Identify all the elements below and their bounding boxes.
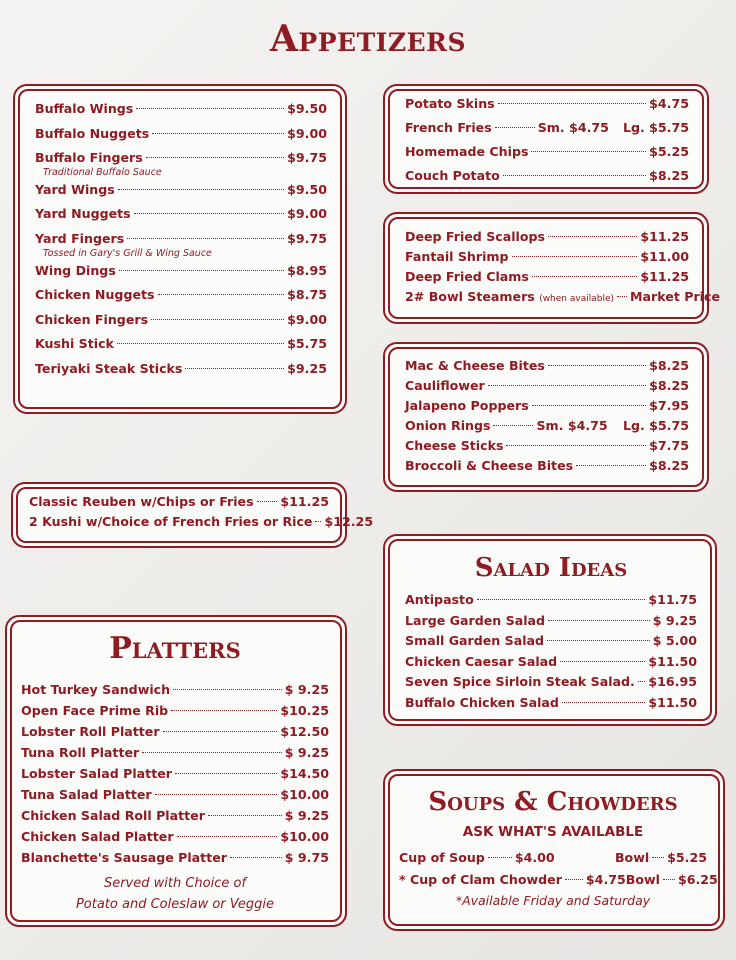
dot-leader — [127, 238, 284, 239]
dot-leader — [230, 857, 282, 858]
item-note: Traditional Buffalo Sauce — [43, 166, 162, 178]
dot-leader — [532, 405, 646, 406]
dot-leader — [134, 213, 284, 214]
item-price: $10.25 — [280, 703, 329, 718]
item-name: Seven Spice Sirloin Steak Salad. — [405, 674, 635, 690]
menu-item — [405, 590, 697, 611]
dot-leader — [119, 270, 284, 271]
dot-leader — [177, 836, 278, 837]
item-name: Chicken Salad Roll Platter — [21, 808, 205, 823]
dot-leader — [175, 773, 277, 774]
dot-leader — [477, 599, 646, 600]
dot-leader — [547, 640, 650, 641]
menu-item: Deep Fried Scallops $11.25 — [405, 229, 689, 244]
item-name: Wing Dings — [35, 262, 116, 278]
dot-leader — [565, 879, 583, 880]
dot-leader — [663, 879, 675, 880]
item-price: $ 9.25 — [284, 682, 329, 697]
menu-item: Mac & Cheese Bites $8.25 — [405, 358, 689, 373]
menu-item: Deep Fried Clams $11.25 — [405, 269, 689, 284]
dot-leader — [152, 133, 284, 134]
item-price: $ 9.25 — [284, 745, 329, 760]
dot-leader — [652, 857, 664, 858]
menu-item — [35, 97, 327, 122]
dot-leader — [548, 236, 637, 237]
menu-item: Broccoli & Cheese Bites $8.25 — [405, 458, 689, 473]
menu-item: Potato Skins $4.75 — [405, 96, 689, 111]
item-name: 2 Kushi w/Choice of French Fries or Rice — [29, 514, 313, 529]
item-price: $9.00 — [287, 206, 327, 222]
dot-leader — [142, 752, 282, 753]
menu-item: Cheese Sticks $7.75 — [405, 438, 689, 453]
dot-leader — [512, 256, 638, 257]
item-price: $11.50 — [648, 653, 697, 669]
dot-leader — [146, 157, 284, 158]
item-name: Lobster Roll Platter — [21, 724, 160, 739]
item-name: Chicken Caesar Salad — [405, 653, 558, 669]
item-price: $9.00 — [287, 311, 327, 327]
menu-item: 2# Bowl Steamers (when available) Market Price — [405, 289, 720, 304]
item-name: Large Garden Salad — [405, 612, 546, 628]
dot-leader — [495, 127, 535, 128]
menu-item — [21, 721, 329, 742]
item-price: $9.50 — [287, 101, 327, 116]
menu-item: Cup of Soup $4.00 Bowl $5.25 — [399, 850, 707, 865]
item-name: Chicken Nuggets — [35, 287, 155, 303]
item-name: Small Garden Salad — [405, 633, 545, 649]
item-name: Tuna Roll Platter — [21, 745, 140, 760]
item-name: Tuna Salad Platter — [21, 787, 152, 802]
dot-leader — [548, 365, 646, 366]
item-name: Classic Reuben w/Chips or Fries — [29, 494, 254, 509]
menu-item — [35, 146, 327, 178]
dot-leader — [315, 521, 321, 522]
dot-leader — [576, 465, 646, 466]
soups-title: Soups & Chowders — [428, 787, 678, 817]
menu-item — [21, 784, 329, 805]
item-name: Lobster Salad Platter — [21, 766, 172, 781]
menu-item — [35, 283, 327, 308]
item-name: Kushi Stick — [35, 336, 114, 352]
platters-note: Served with Choice of Potato and Coleslaw or Veggie — [75, 876, 275, 912]
item-name: Yard Nuggets — [35, 206, 131, 222]
item-name: Buffalo Wings — [35, 101, 134, 116]
menu-item — [35, 178, 327, 203]
item-price: $9.50 — [287, 181, 327, 197]
dot-leader — [531, 151, 646, 152]
menu-item: Onion Rings Sm. $4.75 Lg. $5.75 — [405, 418, 689, 433]
item-name: Buffalo Chicken Salad — [405, 694, 559, 710]
dot-leader — [532, 276, 638, 277]
appetizers-title: Appetizers — [269, 18, 467, 60]
salad-title: Salad Ideas — [474, 553, 628, 583]
dot-leader — [617, 296, 627, 297]
menu-item — [35, 259, 327, 284]
menu-item — [21, 763, 329, 784]
item-price: $ 5.00 — [652, 633, 697, 649]
item-name: Yard Fingers — [35, 230, 125, 246]
item-price: $12.25 — [324, 514, 374, 529]
menu-item: Homemade Chips $5.25 — [405, 144, 689, 159]
wings-section — [13, 84, 347, 414]
soups-subtitle: ASK WHAT'S AVAILABLE — [462, 824, 644, 840]
dot-leader — [136, 108, 284, 109]
dot-leader — [257, 501, 278, 502]
item-price: $ 9.75 — [284, 850, 329, 865]
item-price: $16.95 — [648, 674, 697, 690]
soups-note: *Available Friday and Saturday — [455, 893, 651, 908]
menu-item — [35, 332, 327, 357]
soups-section — [383, 769, 725, 931]
item-price: $8.95 — [287, 262, 327, 278]
item-price: $10.00 — [280, 787, 329, 802]
dot-leader — [493, 425, 533, 426]
item-price: $9.75 — [287, 230, 327, 246]
menu-item — [35, 202, 327, 227]
dot-leader — [506, 445, 646, 446]
item-price: $10.00 — [280, 829, 329, 844]
menu-item — [405, 652, 697, 673]
item-name: Antipasto — [405, 592, 474, 607]
menu-item: French Fries Sm. $4.75 Lg. $5.75 — [405, 120, 689, 135]
dot-leader — [488, 857, 512, 858]
item-note: Tossed in Gary's Grill & Wing Sauce — [43, 247, 212, 259]
platters-title: Platters — [109, 631, 241, 666]
dot-leader — [208, 815, 282, 816]
menu-item — [29, 492, 329, 512]
item-price: $9.75 — [287, 150, 327, 166]
menu-item: Couch Potato $8.25 — [405, 168, 689, 183]
menu-item: Fantail Shrimp $11.00 — [405, 249, 689, 264]
dot-leader — [155, 794, 278, 795]
menu-item — [29, 512, 374, 532]
dot-leader — [488, 385, 646, 386]
menu-item — [21, 847, 329, 868]
dot-leader — [117, 343, 284, 344]
item-name: Buffalo Fingers — [35, 150, 143, 166]
menu-item — [405, 672, 697, 693]
dot-leader — [560, 661, 645, 662]
menu-item — [21, 700, 329, 721]
item-name: Blanchette's Sausage Platter — [21, 850, 227, 865]
dot-leader — [548, 620, 650, 621]
reuben-section — [11, 482, 374, 548]
dot-leader — [171, 710, 277, 711]
menu-item — [21, 679, 329, 700]
dot-leader — [638, 681, 646, 682]
menu-item — [35, 308, 327, 333]
dot-leader — [151, 319, 284, 320]
item-price: $11.50 — [648, 694, 697, 710]
menu-item: Cauliflower $8.25 — [405, 378, 689, 393]
item-price: $14.50 — [280, 766, 329, 781]
menu-item — [405, 693, 697, 714]
menu-item: * Cup of Clam Chowder $4.75 Bowl $6.25 — [399, 872, 718, 887]
menu-item — [21, 826, 329, 847]
item-name: Hot Turkey Sandwich — [21, 682, 171, 697]
menu-item — [21, 742, 329, 763]
platters-section — [5, 615, 347, 927]
item-price: $9.00 — [287, 125, 327, 141]
dot-leader — [173, 689, 282, 690]
item-name: Teriyaki Steak Sticks — [35, 360, 183, 376]
item-name: Buffalo Nuggets — [35, 125, 150, 141]
dot-leader — [498, 103, 646, 104]
dot-leader — [185, 368, 284, 369]
salad-section — [383, 534, 717, 726]
menu-item — [405, 611, 697, 632]
item-name: Yard Wings — [35, 181, 115, 197]
item-price: $8.75 — [287, 287, 327, 303]
item-price: $5.75 — [287, 336, 327, 352]
item-name: Chicken Salad Platter — [21, 829, 174, 844]
item-price: $ 9.25 — [284, 808, 329, 823]
menu-item — [35, 357, 327, 382]
menu-item — [21, 805, 329, 826]
item-price: $9.25 — [287, 360, 327, 376]
item-name: Open Face Prime Rib — [21, 703, 169, 718]
dot-leader — [118, 189, 284, 190]
seafood-section — [383, 212, 720, 324]
item-price: $11.75 — [648, 592, 697, 607]
dot-leader — [562, 702, 645, 703]
potato-section — [383, 84, 709, 194]
dot-leader — [158, 294, 285, 295]
item-price: $ 9.25 — [652, 612, 697, 628]
item-price: $11.25 — [280, 494, 329, 509]
menu-item — [35, 122, 327, 147]
dot-leader — [163, 731, 278, 732]
menu-item — [405, 631, 697, 652]
bites-section — [383, 342, 709, 492]
menu-item: Jalapeno Poppers $7.95 — [405, 398, 689, 413]
item-price: $12.50 — [280, 724, 329, 739]
menu-item — [35, 227, 327, 259]
item-name: Chicken Fingers — [35, 311, 149, 327]
dot-leader — [503, 175, 646, 176]
